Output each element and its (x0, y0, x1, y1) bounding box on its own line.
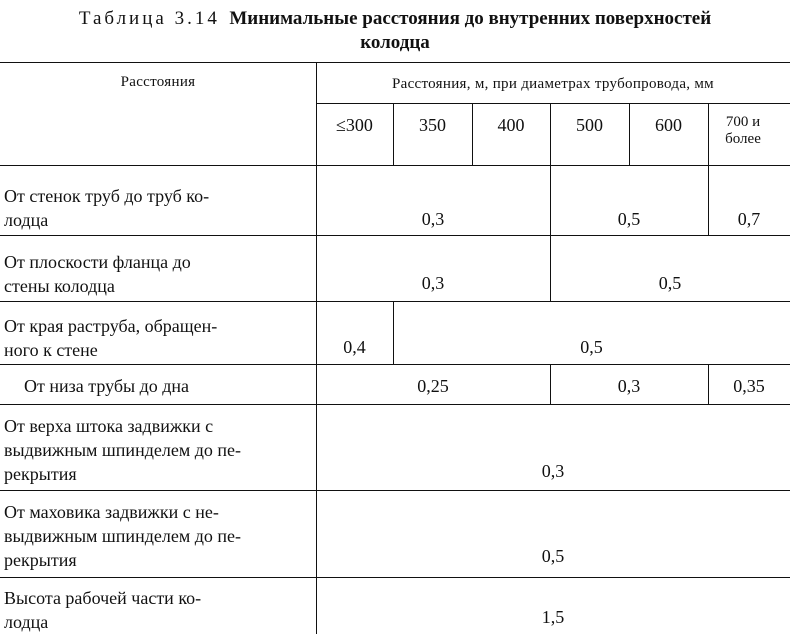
rule-top (0, 62, 790, 63)
row-label-3: От края раструба, обращен- ного к стене (4, 316, 218, 360)
rule-row-5 (0, 490, 790, 491)
header-diameter-700: 700 и более (725, 114, 761, 147)
header-distances: Расстояния (120, 74, 196, 90)
row-label-7: Высота рабочей части ко- лодца (4, 588, 202, 632)
row-label-6: От маховика задвижки с не- выдвижным шпинделем до пе- рекрытия (4, 502, 241, 570)
rule-group-bottom (316, 103, 790, 104)
table-title-line2: колодца (360, 32, 430, 53)
rule-row-1 (0, 235, 790, 236)
table-caption (0, 8, 790, 30)
row4-value-2: 0,3 (617, 376, 641, 396)
header-diameter-500: 500 (576, 115, 603, 135)
row-label-1: От стенок труб до труб ко- лодца (4, 186, 210, 230)
header-diameter-350: 350 (419, 115, 446, 135)
table-title: Минимальные расстояния до внутренних поверхностей (229, 8, 712, 29)
row-label-2: От плоскости фланца до стены колодца (4, 252, 191, 296)
row1-value-3: 0,7 (737, 209, 761, 229)
row1-value-2: 0,5 (617, 209, 641, 229)
rule-header-bottom (0, 165, 790, 166)
row1-value-1: 0,3 (421, 209, 445, 229)
table-number: Таблица 3.14 (78, 8, 220, 29)
row7-value: 1,5 (541, 607, 565, 627)
header-diameter-600: 600 (655, 115, 682, 135)
row4-value-1: 0,25 (417, 376, 449, 396)
row-label-4: От низа трубы до дна (24, 376, 190, 396)
header-diameter-400: 400 (497, 115, 525, 135)
rule-row-2 (0, 301, 790, 302)
rule-row-3 (0, 364, 790, 365)
row4-value-3: 0,35 (733, 376, 765, 396)
row3-value-1: 0,4 (343, 337, 366, 357)
row-label-5: От верха штока задвижки с выдвижным шпинделем до пе- рекрытия (4, 416, 241, 484)
header-diameter-300: ≤300 (336, 115, 373, 135)
rule-row-6 (0, 577, 790, 578)
row2-value-2: 0,5 (658, 273, 682, 293)
rule-row-4 (0, 404, 790, 405)
row6-value: 0,5 (541, 546, 565, 566)
row2-value-1: 0,3 (421, 273, 445, 293)
rule-col-700 (708, 103, 709, 165)
row5-value: 0,3 (541, 461, 565, 481)
header-group: Расстояния, м, при диаметрах трубопровода, мм (392, 76, 714, 92)
row3-value-2: 0,5 (580, 337, 603, 357)
